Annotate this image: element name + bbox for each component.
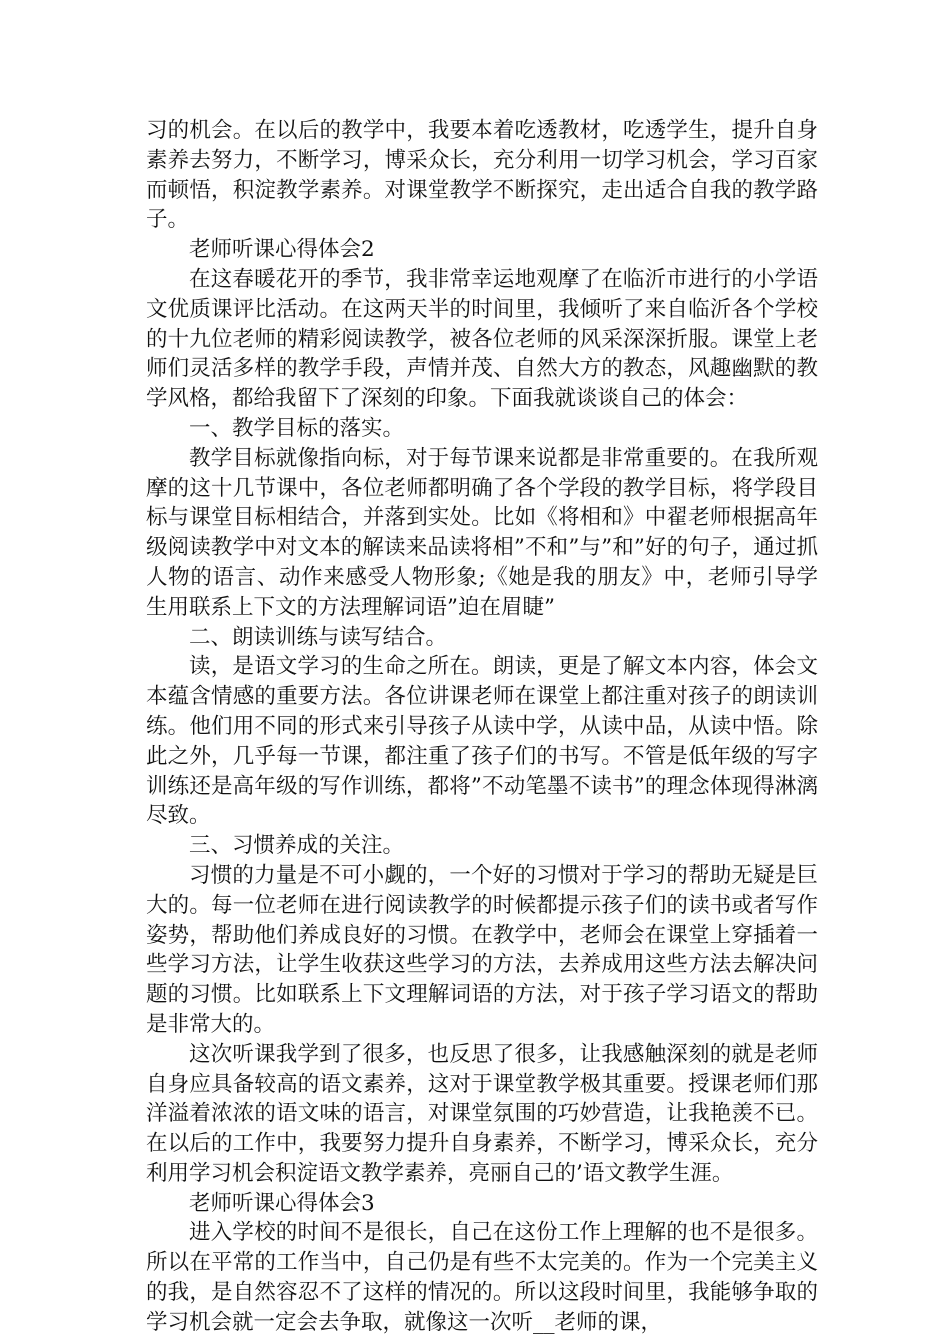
paragraph-habits: 习惯的力量是不可小觑的，一个好的习惯对于学习的帮助无疑是巨大的。每一位老师在进行阅读教学的时候都提示孩子们的读书或者写作姿势，帮助他们养成良好的习惯。在教学中，老师会在课堂上穿插着一些学习方法，让学生收获这些学习的方法，去养成用这些方法去解决问题的习惯。比如联系上下文理解词语的方法，对于孩子学习语文的帮助是非常大的。 [146, 862, 818, 1037]
document-body [146, 116, 818, 1338]
paragraph-reflection: 这次听课我学到了很多，也反思了很多，让我感触深刻的就是老师自身应具备较高的语文素养，这对于课堂教学极其重要。授课老师们那洋溢着浓浓的语文味的语言，对课堂氛围的巧妙营造，让我艳羡不已。在以后的工作中，我要努力提升自身素养，不断学习，博采众长，充分利用学习机会积淀语文教学素养，亮丽自己的’语文教学生涯。 [146, 1041, 818, 1186]
paragraph-continuation: 习的机会。在以后的教学中，我要本着吃透教材，吃透学生，提升自身素养去努力，不断学习，博采众长，充分利用一切学习机会，学习百家而顿悟，积淀教学素养。对课堂教学不断探究，走出适合自我的教学路子。 [146, 118, 818, 233]
paragraph-intro: 在这春暖花开的季节，我非常幸运地观摩了在临沂市进行的小学语文优质课评比活动。在这两天半的时间里，我倾听了来自临沂各个学校的十九位老师的精彩阅读教学，被各位老师的风采深深折服。课堂上老师们灵活多样的教学手段，声情并茂、自然大方的教态，风趣幽默的教学风格，都给我留下了深刻的印象。下面我就谈谈自己的体会： [146, 266, 818, 412]
paragraph-teaching-goals: 教学目标就像指向标，对于每节课来说都是非常重要的。在我所观摩的这十几节课中，各位老师都明确了各个学段的教学目标，将学段目标与课堂目标相结合，并落到实处。比如《将相和》中翟老师根据高年级阅读教学中对文本的解读来品读将相”不和”与”和”好的句子，通过抓人物的语言、动作来感受人物形象;《她是我的朋友》中，老师引导学生用联系上下文的方法理解词语”迫在眉睫” [146, 445, 818, 620]
subheading-teaching-goals: 一、教学目标的落实。 [189, 415, 405, 441]
subheading-reading-writing: 二、朗读训练与读写结合。 [189, 624, 448, 650]
paragraph-section-3: 进入学校的时间不是很长，自己在这份工作上理解的也不是很多。所以在平常的工作当中，自己仍是有些不太完美的。作为一个完美主义的我，是自然容忍不了这样的情况的。所以这段时间里，我能够争取的学习机会就一定会去争取，就像这一次听__老师的课， [146, 1220, 818, 1335]
paragraph-reading-writing: 读，是语文学习的生命之所在。朗读，更是了解文本内容，体会文本蕴含情感的重要方法。各位讲课老师在课堂上都注重对孩子的朗读训练。他们用不同的形式来引导孩子从读中学，从读中品，从读中悟。除此之外，几乎每一节课，都注重了孩子们的书写。不管是低年级的写字训练还是高年级的写作训练，都将”不动笔墨不读书”的理念体现得淋漓尽致。 [146, 654, 818, 829]
section-heading-3: 老师听课心得体会3 [189, 1190, 375, 1216]
subheading-habits: 三、习惯养成的关注。 [189, 833, 405, 859]
section-heading-2: 老师听课心得体会2 [189, 237, 375, 263]
